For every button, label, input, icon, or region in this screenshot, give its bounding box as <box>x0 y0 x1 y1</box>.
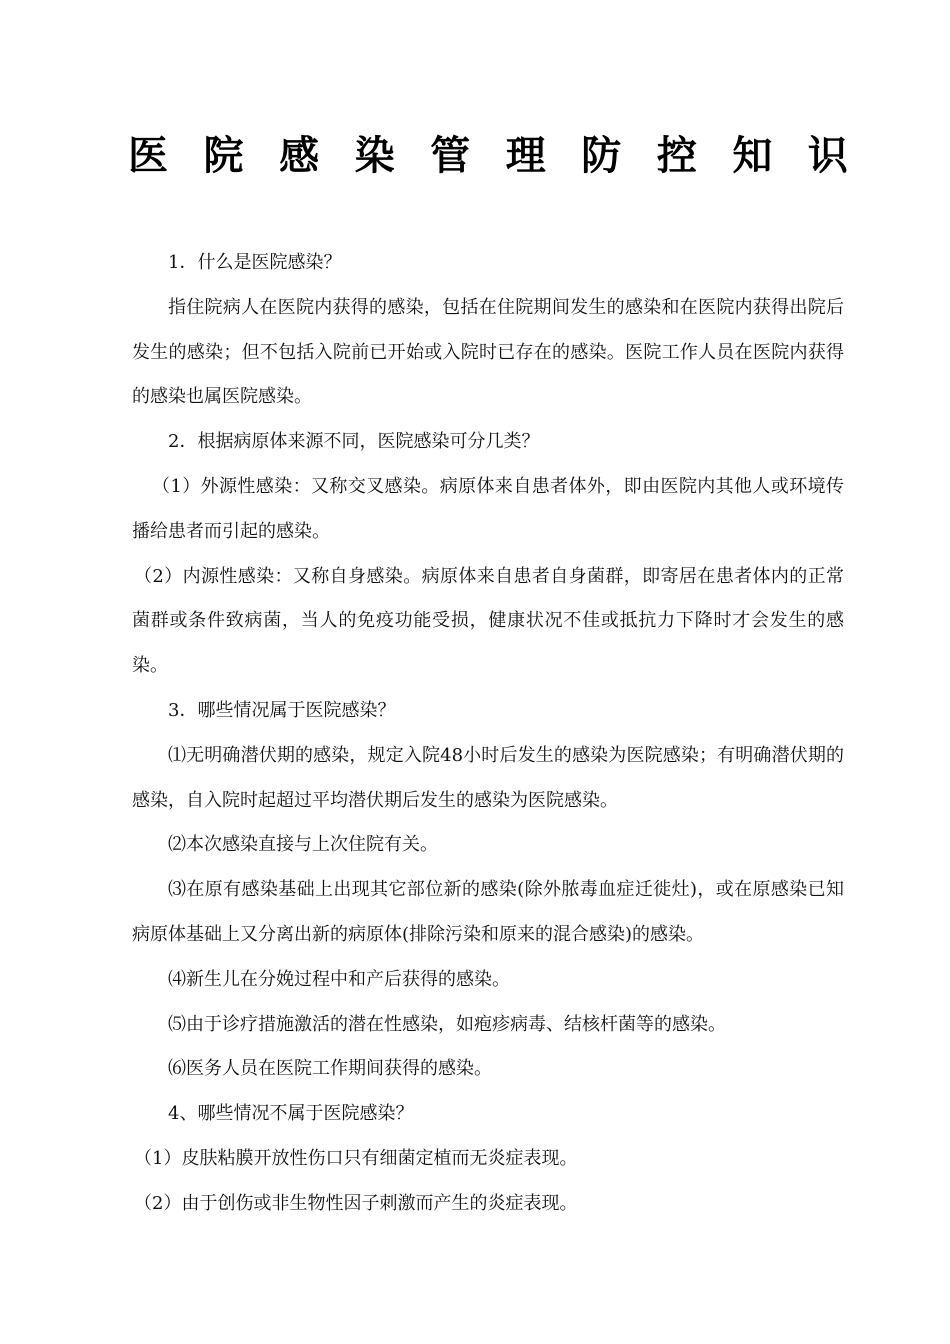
title-char: 染 <box>354 133 395 179</box>
answer-item: （1）外源性感染：又称交叉感染。病原体来自患者体外，即由医院内其他人或环境传播给患者而引起的感染。 <box>132 475 844 542</box>
answer-item: ⑶在原有感染基础上出现其它部位新的感染(除外脓毒血症迁徙灶)，或在原感染已知病原体基础上又分离出新的病原体(排除污染和原来的混合感染)的感染。 <box>132 879 844 945</box>
answer-item: ⑵本次感染直接与上次住院有关。 <box>168 834 438 856</box>
answer-item: （1）皮肤粘膜开放性伤口只有细菌定植而无炎症表现。 <box>134 1147 578 1169</box>
title-char: 识 <box>807 133 848 179</box>
title-char: 知 <box>732 133 773 179</box>
title-char: 医 <box>128 133 168 179</box>
title-char: 管 <box>430 133 471 179</box>
answer-item: ⑹医务人员在医院工作期间获得的感染。 <box>168 1058 492 1080</box>
page-title <box>128 126 848 186</box>
answer-item: ⑴无明确潜伏期的感染，规定入院48小时后发生的感染为医院感染；有明确潜伏期的感染，自入院时起超过平均潜伏期后发生的感染为医院感染。 <box>132 744 844 811</box>
answer-item: （2）内源性感染：又称自身感染。病原体来自患者自身菌群，即寄居在患者体内的正常菌群或条件致病菌，当人的免疫功能受损，健康状况不佳或抵抗力下降时才会发生的感染。 <box>132 565 844 677</box>
title-char: 理 <box>505 133 546 179</box>
question-heading-2: 2．根据病原体来源不同，医院感染可分几类？ <box>168 431 540 453</box>
answer-item: ⑸由于诊疗措施激活的潜在性感染，如疱疹病毒、结核杆菌等的感染。 <box>168 1013 726 1035</box>
answer-item: （2）由于创伤或非生物性因子刺激而产生的炎症表现。 <box>134 1192 578 1214</box>
title-char: 感 <box>279 133 320 179</box>
title-char: 防 <box>581 133 622 179</box>
document-body <box>132 241 844 1227</box>
question-heading-4: 4、哪些情况不属于医院感染？ <box>168 1103 414 1125</box>
question-heading-3: 3．哪些情况属于医院感染？ <box>168 699 396 721</box>
title-char: 院 <box>203 133 244 179</box>
answer-item: ⑷新生儿在分娩过程中和产后获得的感染。 <box>168 968 510 990</box>
question-heading-1: 1．什么是医院感染？ <box>168 252 342 273</box>
title-char: 控 <box>656 133 697 179</box>
answer-paragraph: 指住院病人在医院内获得的感染，包括在住院期间发生的感染和在医院内获得出院后发生的感染；但不包括入院前已开始或入院时已存在的感染。医院工作人员在医院内获得的感染也属医院感染。 <box>132 296 844 408</box>
